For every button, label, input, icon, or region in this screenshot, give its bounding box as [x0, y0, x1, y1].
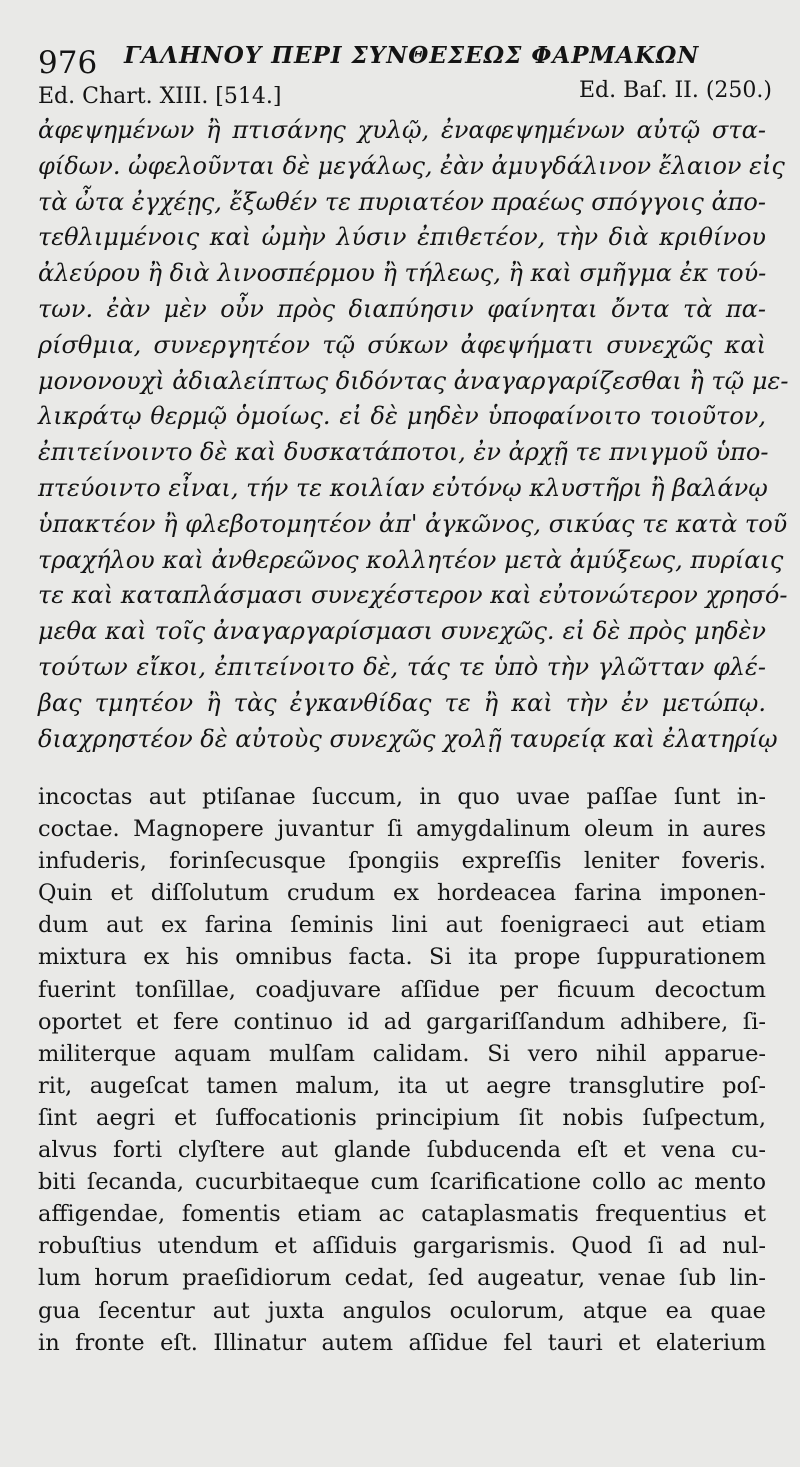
greek-text-line: τραχήλου καὶ ἀνθερεῶνος κολλητέον μετὰ ἀμύξεως, πυρίαις [38, 545, 784, 574]
greek-text-line: φίδων. ὠφελοῦνται δὲ μεγάλως, ἐὰν ἀμυγδάλινον ἔλαιον εἰς [38, 151, 785, 180]
greek-text-line: τούτων εἴκοι, ἐπιτείνοιτο δὲ, τάς τε ὑπὸ τὴν γλῶτταν φλέ- [38, 652, 766, 681]
greek-text-block [38, 113, 789, 757]
greek-text-line: λικράτῳ θερμῷ ὁμοίως. εἰ δὲ μηδὲν ὑποφαίνοιτο τοιοῦτον, [38, 402, 766, 431]
latin-text-line: gua ſecentur aut juxta angulos oculorum, atque ea quae [38, 1297, 766, 1324]
greek-text-line: τὰ ὦτα ἐγχέῃς, ἔξωθέν τε πυριατέον πραέως σπόγγοις ἀπο- [38, 187, 766, 216]
latin-text-line: dum aut ex farina ſeminis lini aut foenigraeci aut etiam [38, 912, 766, 939]
greek-text-line: μεθα καὶ τοῖς ἀναγαργαρίσμασι συνεχῶς. εἰ δὲ πρὸς μηδὲν [38, 617, 766, 646]
latin-text-line: coctae. Magnopere juvantur ſi amygdalinum oleum in aures [38, 816, 766, 843]
greek-text-line: ἀφεψημένων ἢ πτισάνης χυλῷ, ἐναφεψημένων αὐτῷ στα- [38, 116, 766, 144]
latin-text-line: infuderis, forinſecusque ſpongiis expreſſis leniter foveris. [38, 848, 766, 875]
latin-text-line: fuerint tonſillae, coadjuvare aſſidue per ficuum decoctum [38, 976, 766, 1003]
latin-text-line: Quin et diſſolutum crudum ex hordeacea farina imponen- [38, 880, 766, 907]
greek-text-line: ὑπακτέον ἢ φλεβοτομητέον ἀπ' ἀγκῶνος, σικύας τε κατὰ τοῦ [38, 509, 788, 538]
greek-text-line: των. ἐὰν μὲν οὖν πρὸς διαπύησιν φαίνηται ὄντα τὰ πα- [38, 294, 766, 323]
page-header [38, 34, 772, 84]
greek-text-line: βας τμητέον ἢ τὰς ἐγκανθίδας τε ἢ καὶ τὴν ἐν μετώπῳ. [38, 688, 766, 717]
edition-references [38, 80, 772, 110]
latin-text-line: mixtura ex his omnibus facta. Si ita prope ſuppurationem [38, 944, 766, 971]
greek-text-line: τεθλιμμένοις καὶ ὠμὴν λύσιν ἐπιθετέον, τὴν διὰ κριθίνου [38, 223, 766, 252]
greek-text-line: τε καὶ καταπλάσμασι συνεχέστερον καὶ εὐτονώτερον χρησό- [38, 581, 788, 610]
chartier-edition-reference: Ed. Chart. XIII. [514.] [38, 84, 282, 109]
latin-text-line: lum horum praeſidiorum cedat, ſed augeatur, venae ſub lin- [38, 1265, 766, 1292]
page-number: 976 [38, 45, 98, 81]
latin-text-line: ſint aegri et ſuffocationis principium ſit nobis ſuſpectum, [38, 1104, 766, 1131]
latin-text-line: incoctas aut ptiſanae ſuccum, in quo uvae paſſae ſunt in- [38, 784, 766, 810]
latin-text-line: robuſtius utendum et aſſiduis gargarismis. Quod ſi ad nul- [38, 1233, 766, 1260]
running-title: ΓΑΛΗΝΟΥ ΠΕΡΙ ΣΥΝΘΕΣΕΩΣ ΦΑΡΜΑΚΩΝ [124, 42, 700, 69]
latin-text-line: affigendae, fomentis etiam ac cataplasmatis frequentius et [38, 1201, 766, 1228]
greek-text-line: πτεύοιντο εἶναι, τήν τε κοιλίαν εὐτόνῳ κλυστῆρι ἢ βαλάνῳ [38, 473, 768, 502]
latin-text-line: biti ſecanda, cucurbitaeque cum ſcarificatione collo ac mento [38, 1169, 766, 1196]
greek-text-line: ἐπιτείνοιντο δὲ καὶ δυσκατάποτοι, ἐν ἀρχῇ τε πνιγμοῦ ὑπο- [38, 438, 769, 467]
latin-text-line: in fronte eſt. Illinatur autem aſſidue fel tauri et elaterium [38, 1329, 766, 1356]
basel-edition-reference: Ed. Baſ. II. (250.) [578, 78, 772, 103]
latin-text-line: militerque aquam mulſam calidam. Si vero nihil apparue- [38, 1040, 766, 1067]
greek-text-line: ρίσθμια, συνεργητέον τῷ σύκων ἀφεψήματι συνεχῶς καὶ [38, 330, 766, 359]
greek-text-line: διαχρηστέον δὲ αὐτοὺς συνεχῶς χολῇ ταυρείᾳ καὶ ἐλατηρίῳ [38, 724, 778, 753]
greek-text-line: ἀλεύρου ἢ διὰ λινοσπέρμου ἢ τήλεως, ἢ καὶ σμῆγμα ἐκ τού- [38, 259, 767, 288]
latin-text-line: oportet et fere continuo id ad gargariſſandum adhibere, ſi- [38, 1008, 766, 1035]
greek-text-line: μονονουχὶ ἀδιαλείπτως διδόντας ἀναγαργαρίζεσθαι ἢ τῷ με- [38, 366, 789, 395]
latin-text-block [38, 781, 766, 1359]
latin-text-line: alvus forti clyſtere aut glande ſubducenda eſt et vena cu- [38, 1137, 766, 1164]
latin-text-line: rit, augeſcat tamen malum, ita ut aegre transglutire poſ- [38, 1072, 766, 1099]
